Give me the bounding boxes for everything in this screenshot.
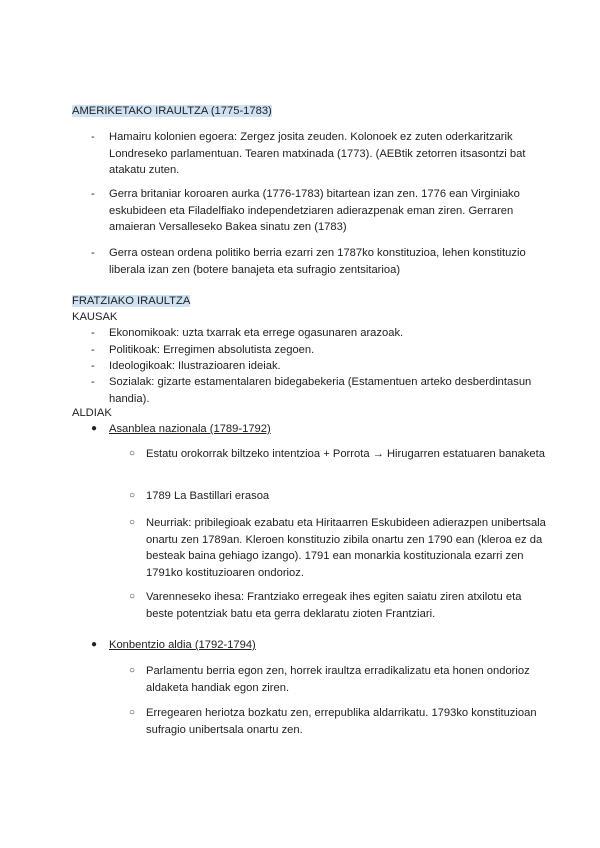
list-item-text: Politikoak: Erregimen absolutista zegoen. bbox=[109, 344, 315, 356]
dash-marker: - bbox=[91, 327, 95, 339]
phase-title: Asanblea nazionala (1789-1792) bbox=[109, 423, 271, 435]
bullet-marker: ● bbox=[91, 639, 98, 650]
list-item-text: Ideologikoak: Ilustrazioaren ideiak. bbox=[109, 360, 281, 372]
sub-list-item bbox=[129, 589, 549, 622]
list-item bbox=[91, 374, 551, 407]
dash-marker: - bbox=[91, 247, 95, 259]
circle-marker: ○ bbox=[129, 591, 136, 602]
list-item bbox=[91, 325, 551, 342]
list-item bbox=[91, 186, 551, 236]
circle-marker: ○ bbox=[129, 665, 136, 676]
list-item-text: Ekonomikoak: uzta txarrak eta errege ogasunaren arazoak. bbox=[109, 327, 404, 339]
list-item bbox=[91, 129, 551, 179]
american-revolution-title: AMERIKETAKO IRAULTZA (1775-1783) bbox=[72, 105, 272, 117]
circle-marker: ○ bbox=[129, 490, 136, 501]
list-item-text: Gerra ostean ordena politiko berria ezarri zen 1787ko konstituzioa, lehen konstituzio liberala izan zen (botere banajeta eta sufragio zentsitarioa) bbox=[109, 247, 526, 276]
french-revolution-heading bbox=[72, 293, 190, 310]
list-item-text: Gerra britaniar koroaren aurka (1776-1783) bitartean izan zen. 1776 ean Virginiako eskubideen eta Filadelfiako independetziaren adierazpenak eman ziren. Gerraren amaieran Versalleseko Bakea sinatu zen (1783) bbox=[109, 188, 520, 233]
list-item-text: Sozialak: gizarte estamentalaren bidegabekeria (Estamentuen arteko desberdintasun handia). bbox=[109, 376, 532, 405]
circle-marker: ○ bbox=[129, 707, 136, 718]
list-item-text: Hamairu kolonien egoera: Zergez josita zeuden. Kolonoek ez zuten oderkaritzarik Londreseko parlamentuan. Tearen matxinada (1773). (AEBtik zetorren itsasontzi bat atakatu zuten. bbox=[109, 131, 526, 176]
sub-list-item-text: Erregearen heriotza bozkatu zen, errepublika aldarrikatu. 1793ko konstituzioan sufragio unibertsala onartu zen. bbox=[146, 707, 537, 736]
sub-list-item bbox=[129, 515, 549, 581]
sub-list-item bbox=[129, 663, 549, 696]
sub-list-item-text: Estatu orokorrak biltzeko intentzioa + Porrota → Hirugarren estatuaren banaketa bbox=[146, 448, 545, 460]
causes-label: KAUSAK bbox=[72, 311, 118, 323]
sub-list-item-text: Parlamentu berria egon zen, horrek iraultza erradikalizatu eta honen ondorioz aldaketa handiak egon ziren. bbox=[146, 665, 530, 694]
list-item bbox=[91, 342, 551, 359]
phases-label: ALDIAK bbox=[72, 407, 112, 419]
american-revolution-heading bbox=[72, 103, 272, 120]
sub-list-item bbox=[129, 705, 549, 738]
bullet-marker: ● bbox=[91, 423, 98, 434]
dash-marker: - bbox=[91, 188, 95, 200]
dash-marker: - bbox=[91, 360, 95, 372]
phase-heading bbox=[91, 637, 551, 654]
circle-marker: ○ bbox=[129, 517, 136, 528]
sub-list-item-text: Varenneseko ihesa: Frantziako erregeak ihes egiten saiatu ziren atxilotu eta beste potentziak batu eta gerra deklaratu zioten Frantziari. bbox=[146, 591, 522, 620]
sub-list-item-text: Neurriak: pribilegioak ezabatu eta Hiritaarren Eskubideen adierazpen unibertsala onartu zen 1789an. Kleroen konstituzio zibila onartu zen 1790 ean (kleroa ez da besteak baina gehiago izango). 1791 ean monarkia kostituzionala ezarri zen 1791ko kostituzioaren ondorioz. bbox=[146, 517, 546, 579]
dash-marker: - bbox=[91, 376, 95, 388]
list-item bbox=[91, 245, 551, 278]
phase-heading bbox=[91, 421, 551, 438]
sub-list-item bbox=[129, 446, 549, 463]
dash-marker: - bbox=[91, 131, 95, 143]
sub-list-item-text: 1789 La Bastillari erasoa bbox=[146, 490, 270, 502]
phase-title: Konbentzio aldia (1792-1794) bbox=[109, 639, 256, 651]
list-item bbox=[91, 358, 551, 375]
circle-marker: ○ bbox=[129, 448, 136, 459]
french-revolution-title: FRATZIAKO IRAULTZA bbox=[72, 295, 191, 307]
sub-list-item bbox=[129, 488, 549, 505]
dash-marker: - bbox=[91, 344, 95, 356]
